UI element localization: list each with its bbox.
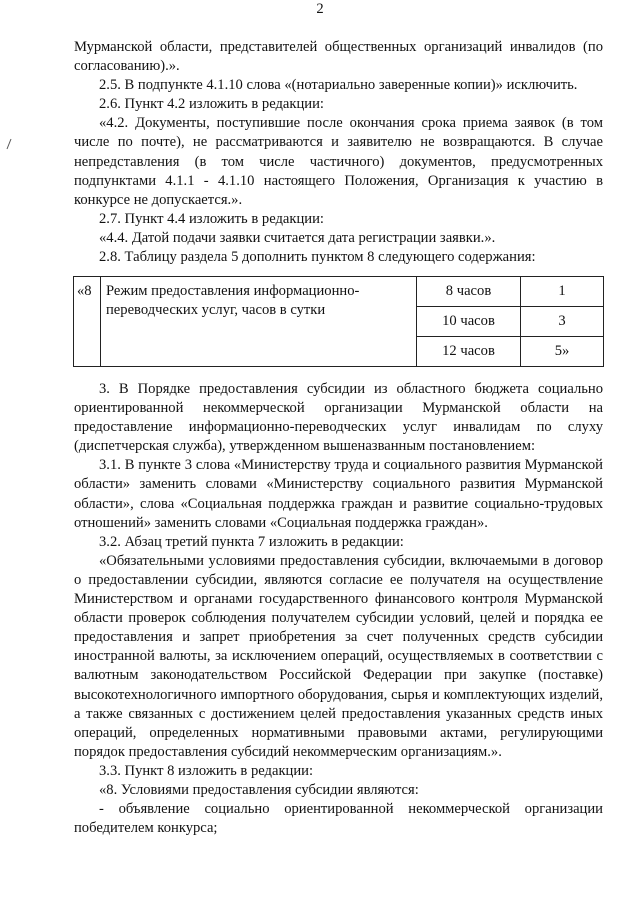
paragraph: - объявление социально ориентированной некоммерческой организации победителем конкурса;: [74, 801, 603, 837]
table-cell-description: Режим предоставления информационно-переводческих услуг, часов в сутки: [101, 277, 417, 367]
margin-scan-mark: [6, 138, 12, 150]
table-row: [74, 277, 604, 307]
hours-table: [73, 276, 604, 367]
table-cell-hours: 10 часов: [417, 307, 521, 337]
paragraph: 2.5. В подпункте 4.1.10 слова «(нотариально заверенные копии)» исключить.: [99, 77, 578, 94]
table-cell-hours: 12 часов: [417, 337, 521, 367]
table-cell-value: 3: [521, 307, 604, 337]
paragraph: «8. Условиями предоставления субсидии являются:: [99, 781, 419, 798]
table-cell-value: 5»: [521, 337, 604, 367]
paragraph: 3.1. В пункте 3 слова «Министерству труда и социального развития Мурманской области» заменить словами «Министерству социального развития Мурманской области», слова «Социальная поддержка граждан и развитие социально-трудовых отношений» заменить словами «Социальная поддержка граждан».: [74, 457, 603, 531]
paragraph: 3.2. Абзац третий пункта 7 изложить в редакции:: [99, 533, 404, 550]
paragraph: 3.3. Пункт 8 изложить в редакции:: [99, 762, 314, 779]
table-cell-hours: 8 часов: [417, 277, 521, 307]
paragraph: «4.2. Документы, поступившие после окончания срока приема заявок (в том числе по почте), не рассматриваются и заявителю не возвращаются. В случае непредставления (в том числе частичного) документов, предусмотренных подпунктами 4.1.1 - 4.1.10 настоящего Положения, Организация к участию в конкурсе не допускается.».: [74, 115, 603, 208]
paragraph: 2.6. Пункт 4.2 изложить в редакции:: [99, 96, 324, 113]
paragraph: 3. В Порядке предоставления субсидии из областного бюджета социально ориентированной некоммерческой организации Мурманской области на предоставление информационно-переводческих услуг инвалидам по слуху (диспетчерская служба), утвержденном вышеназванным постановлением:: [74, 381, 603, 455]
paragraph: «4.4. Датой подачи заявки считается дата регистрации заявки.».: [99, 229, 496, 246]
paragraph: 2.7. Пункт 4.4 изложить в редакции:: [99, 210, 324, 227]
paragraph: 2.8. Таблицу раздела 5 дополнить пунктом 8 следующего содержания:: [99, 249, 536, 266]
text-block-upper: [74, 38, 603, 267]
paragraph: Мурманской области, представителей общественных организаций инвалидов (по согласованию).».: [74, 39, 603, 75]
text-block-lower: [74, 380, 603, 838]
paragraph: «Обязательными условиями предоставления субсидии, включаемыми в договор о предоставлении субсидии, являются согласие ее получателя на осуществление Министерством и органами государственного финансового контроля Мурманской области проверок соблюдения получателем субсидии условий, целей и порядка ее предоставления и запрет приобретения за счет полученных средств субсидии иностранной валюты, за исключением операций, осуществляемых в соответствии с валютным законодательством Российской Федерации при закупке (поставке) высокотехнологичного импортного оборудования, сырья и комплектующих изделий, а также связанных с достижением целей предоставления указанных средств иных операций, определенных нормативными правовыми актами, регулирующими порядок предоставления субсидий некоммерческим организациям.».: [74, 552, 603, 760]
table-cell-number: «8: [74, 277, 101, 367]
table-cell-value: 1: [521, 277, 604, 307]
page-number: 2: [316, 1, 324, 17]
